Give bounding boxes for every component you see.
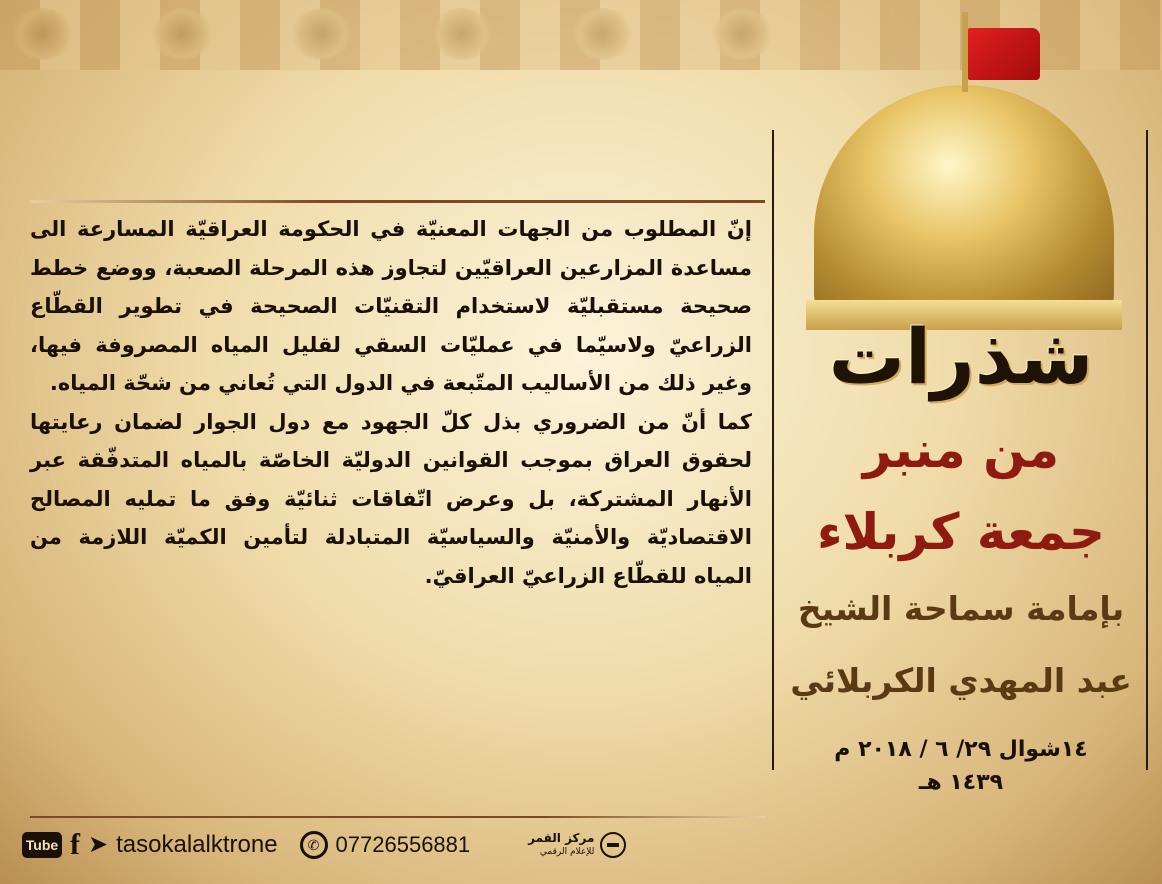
divider-footer: [30, 816, 765, 818]
youtube-icon[interactable]: Tube: [22, 832, 62, 858]
telegram-icon[interactable]: ➤: [88, 831, 109, 858]
ornament-medallion: [150, 8, 214, 60]
facebook-icon[interactable]: f: [70, 828, 80, 861]
divider-vertical-right: [1146, 130, 1148, 770]
media-center-emblem-icon: [600, 832, 626, 858]
ornament-medallion: [570, 8, 634, 60]
media-center-subtitle: للإعلام الرقمي: [539, 847, 595, 857]
ornament-medallion: [430, 8, 494, 60]
date-hijri: ١٤٣٩ هـ: [918, 770, 1004, 795]
sermon-text: [30, 210, 752, 750]
ornament-medallion: [290, 8, 354, 60]
subtitle-karbala-friday: جمعة كربلاء: [817, 503, 1105, 561]
phone-number[interactable]: 07726556881: [335, 832, 471, 857]
ornament-medallion: [710, 8, 774, 60]
title-panel: [784, 0, 1138, 884]
social-handle[interactable]: tasokalalktrone: [116, 831, 278, 858]
media-center-name: [528, 831, 594, 859]
media-center-title: مركز القمر: [528, 831, 595, 845]
paragraph-2: كما أنّ من الضروري بذل كلّ الجهود مع دول الجوار لضمان رعايتها لحقوق العراق بموجب القوانين الدوليّة الخاصّة بالمياه المتدفّقة عبر الأنهار المشتركة، بل وعرض اتّفاقات ثنائيّة وفق ما تمليه المصالح الاقتصاديّة والأمنيّة والسياسيّة المتبادلة لتأمين الكميّة اللازمة من المياه للقطّاع الزراعيّ العراقيّ.: [30, 409, 752, 588]
imam-line-1: بإمامة سماحة الشيخ: [797, 589, 1125, 628]
footer-contacts: [22, 824, 762, 866]
whatsapp-icon[interactable]: ✆: [300, 831, 328, 859]
subtitle-minbar: من منبر: [862, 421, 1060, 479]
divider-vertical-left: [772, 130, 774, 770]
golden-dome-image: [814, 85, 1114, 315]
imam-line-2: عبد المهدي الكربلائي: [790, 661, 1132, 700]
paragraph-1: إنّ المطلوب من الجهات المعنيّة في الحكومة العراقيّة المسارعة الى مساعدة المزارعين العراقيّين لتجاوز هذه المرحلة الصعبة، ووضع خطط صحيحة مستقبليّة لاستخدام التقنيّات الصحيحة في تطوير القطّاع الزراعيّ ولاسيّما في عمليّات السقي لقليل المياه المصروفة فيها، وغير ذلك من الأساليب المتّبعة في الدول التي تُعاني من شحّة المياه.: [30, 217, 752, 395]
divider-top: [30, 200, 765, 203]
date-gregorian: ١٤شوال ٢٩/ ٦ / ٢٠١٨ م: [834, 737, 1088, 762]
page-title: شذرات: [828, 312, 1094, 401]
red-flag-icon: [968, 28, 1040, 80]
media-center-logo: [528, 831, 626, 859]
ornament-medallion: [10, 8, 74, 60]
